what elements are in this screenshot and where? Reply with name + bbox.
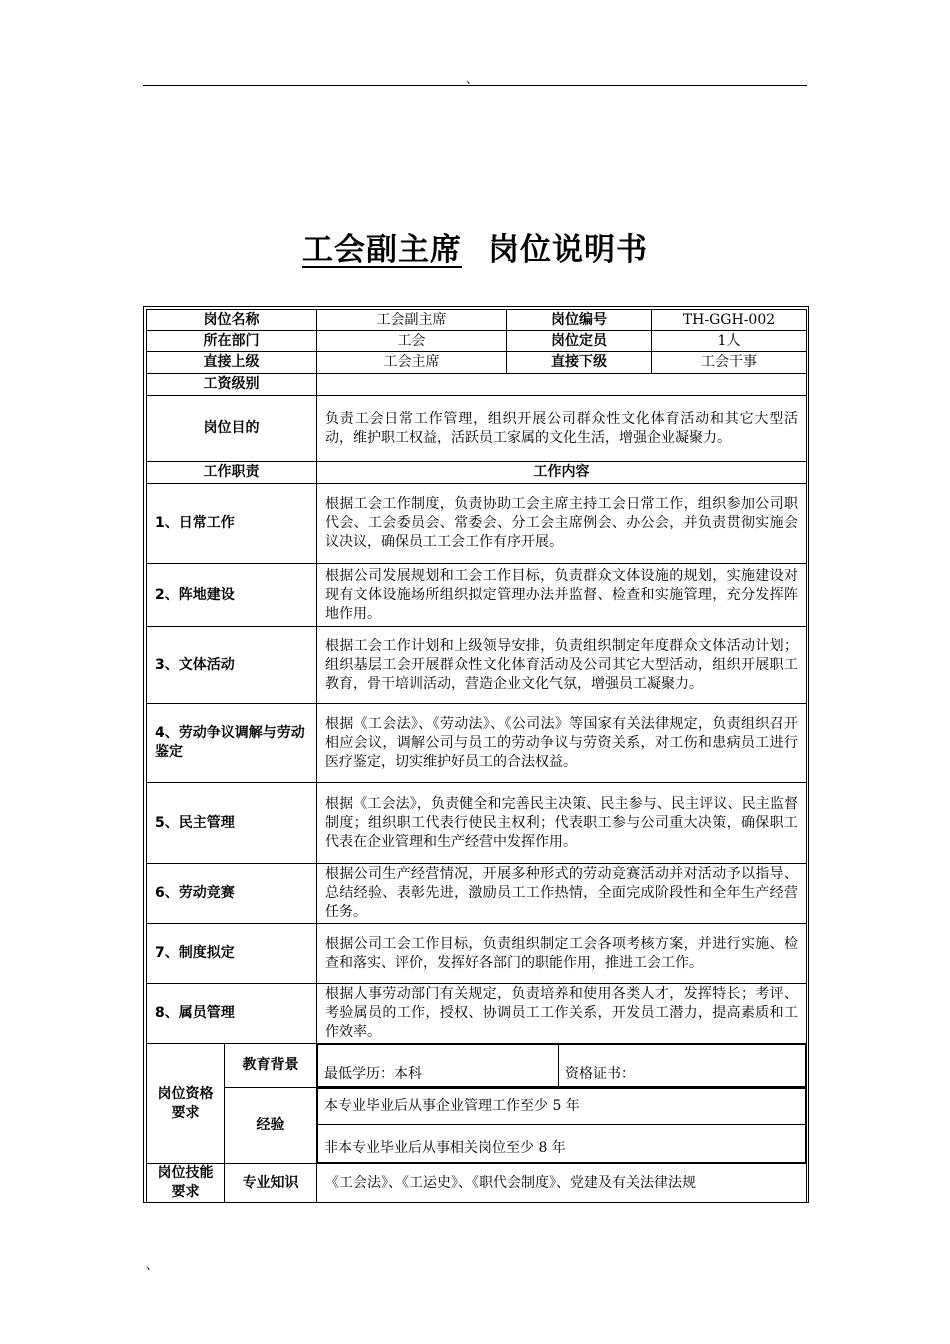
duty-title: 5、民主管理 xyxy=(147,783,317,864)
experience-subtable xyxy=(317,1088,806,1163)
title-job-name: 工会副主席 xyxy=(302,232,462,268)
department-value: 工会 xyxy=(317,331,507,352)
row-purpose xyxy=(147,396,807,462)
row-skills xyxy=(147,1164,807,1203)
position-name-label: 岗位名称 xyxy=(147,310,317,331)
salary-value xyxy=(317,374,807,396)
headcount-label: 岗位定员 xyxy=(507,331,652,352)
duty-row xyxy=(147,984,807,1044)
duty-content: 根据《工会法》、《劳动法》、《公司法》等国家有关法律规定，负责组织召开相应会议，调解公司与员工的劳动争议与劳资关系，对工伤和患病员工进行医疗鉴定，切实维护好员工的合法权益。 xyxy=(317,704,807,783)
subordinate-value: 工会干事 xyxy=(652,352,807,374)
experience-line-1: 本专业毕业后从事企业管理工作至少 5 年 xyxy=(318,1089,806,1125)
duty-content: 根据公司发展规划和工会工作目标，负责群众文体设施的规划，实施建设对现有文体设施场所组织拟定管理办法并监督、检查和实施管理，充分发挥阵地作用。 xyxy=(317,564,807,627)
skills-label: 岗位技能要求 xyxy=(147,1164,225,1203)
superior-value: 工会主席 xyxy=(317,352,507,374)
duty-content: 根据《工会法》，负责健全和完善民主决策、民主参与、民主评议、民主监督制度；组织职工代表行使民主权利；代表职工参与公司重大决策，确保职工代表在企业管理和生产经营中发挥作用。 xyxy=(317,783,807,864)
certificate-value: 资格证书： xyxy=(559,1045,806,1087)
header-mark: 、 xyxy=(466,72,479,86)
footer-mark: 、 xyxy=(146,1258,159,1272)
position-code-value: TH-GGH-002 xyxy=(652,310,807,331)
job-description-table xyxy=(146,309,807,1203)
duty-title: 1、日常工作 xyxy=(147,484,317,564)
duty-row xyxy=(147,627,807,704)
education-value: 最低学历：本科 xyxy=(318,1045,559,1087)
duty-content: 根据工会工作计划和上级领导安排，负责组织制定年度群众文体活动计划；组织基层工会开展群众性文化体育活动及公司其它大型活动，组织开展职工教育，骨干培训活动，营造企业文化气氛，增强员工凝聚力。 xyxy=(317,627,807,704)
duty-title: 3、文体活动 xyxy=(147,627,317,704)
duty-row xyxy=(147,564,807,627)
qualification-label: 岗位资格要求 xyxy=(147,1044,225,1164)
purpose-text: 负责工会日常工作管理，组织开展公司群众性文化体育活动和其它大型活动，维护职工权益，活跃员工家属的文化生活，增强企业凝聚力。 xyxy=(317,396,807,462)
superior-label: 直接上级 xyxy=(147,352,317,374)
department-label: 所在部门 xyxy=(147,331,317,352)
duty-title: 8、属员管理 xyxy=(147,984,317,1044)
row-salary xyxy=(147,374,807,396)
purpose-label: 岗位目的 xyxy=(147,396,317,462)
duties-col1-header: 工作职责 xyxy=(147,462,317,484)
duty-row xyxy=(147,704,807,783)
duty-content: 根据公司工会工作目标，负责组织制定工会各项考核方案，并进行实施、检查和落实、评价，发挥好各部门的职能作用，推进工会工作。 xyxy=(317,924,807,984)
position-code-label: 岗位编号 xyxy=(507,310,652,331)
duty-title: 2、阵地建设 xyxy=(147,564,317,627)
row-superior xyxy=(147,352,807,374)
row-position-name xyxy=(147,310,807,331)
duty-title: 7、制度拟定 xyxy=(147,924,317,984)
knowledge-label: 专业知识 xyxy=(225,1164,317,1203)
row-experience xyxy=(147,1088,807,1164)
duty-title: 6、劳动竞赛 xyxy=(147,864,317,924)
experience-label: 经验 xyxy=(225,1088,317,1164)
knowledge-value: 《工会法》、《工运史》、《职代会制度》、党建及有关法律法规 xyxy=(317,1164,807,1203)
duty-row xyxy=(147,484,807,564)
subordinate-label: 直接下级 xyxy=(507,352,652,374)
row-education xyxy=(147,1044,807,1088)
duty-title: 4、劳动争议调解与劳动鉴定 xyxy=(147,704,317,783)
salary-label: 工资级别 xyxy=(147,374,317,396)
position-name-value: 工会副主席 xyxy=(317,310,507,331)
experience-line-2: 非本专业毕业后从事相关岗位至少 8 年 xyxy=(318,1125,806,1163)
experience-cell xyxy=(317,1088,807,1164)
duty-content: 根据工会工作制度，负责协助工会主席主持工会日常工作，组织参加公司职代会、工会委员会、常委会、分工会主席例会、办公会，并负责贯彻实施会议决议，确保员工工会工作有序开展。 xyxy=(317,484,807,564)
duty-row xyxy=(147,783,807,864)
duties-col2-header: 工作内容 xyxy=(317,462,807,484)
header-rule xyxy=(143,85,807,86)
education-cell xyxy=(317,1044,807,1088)
education-subtable xyxy=(317,1044,806,1087)
duty-content: 根据公司生产经营情况，开展多种形式的劳动竞赛活动并对活动予以指导、总结经验、表彰先进，激励员工工作热情，全面完成阶段性和全年生产经营任务。 xyxy=(317,864,807,924)
duty-row xyxy=(147,864,807,924)
duty-content: 根据人事劳动部门有关规定，负责培养和使用各类人才，发挥特长；考评、考验属员的工作，授权、协调员工工作关系，开发员工潜力，提高素质和工作效率。 xyxy=(317,984,807,1044)
page-title xyxy=(0,224,950,269)
title-suffix: 岗位说明书 xyxy=(488,232,648,268)
row-duties-header xyxy=(147,462,807,484)
duty-row xyxy=(147,924,807,984)
education-label: 教育背景 xyxy=(225,1044,317,1088)
headcount-value: 1人 xyxy=(652,331,807,352)
row-department xyxy=(147,331,807,352)
